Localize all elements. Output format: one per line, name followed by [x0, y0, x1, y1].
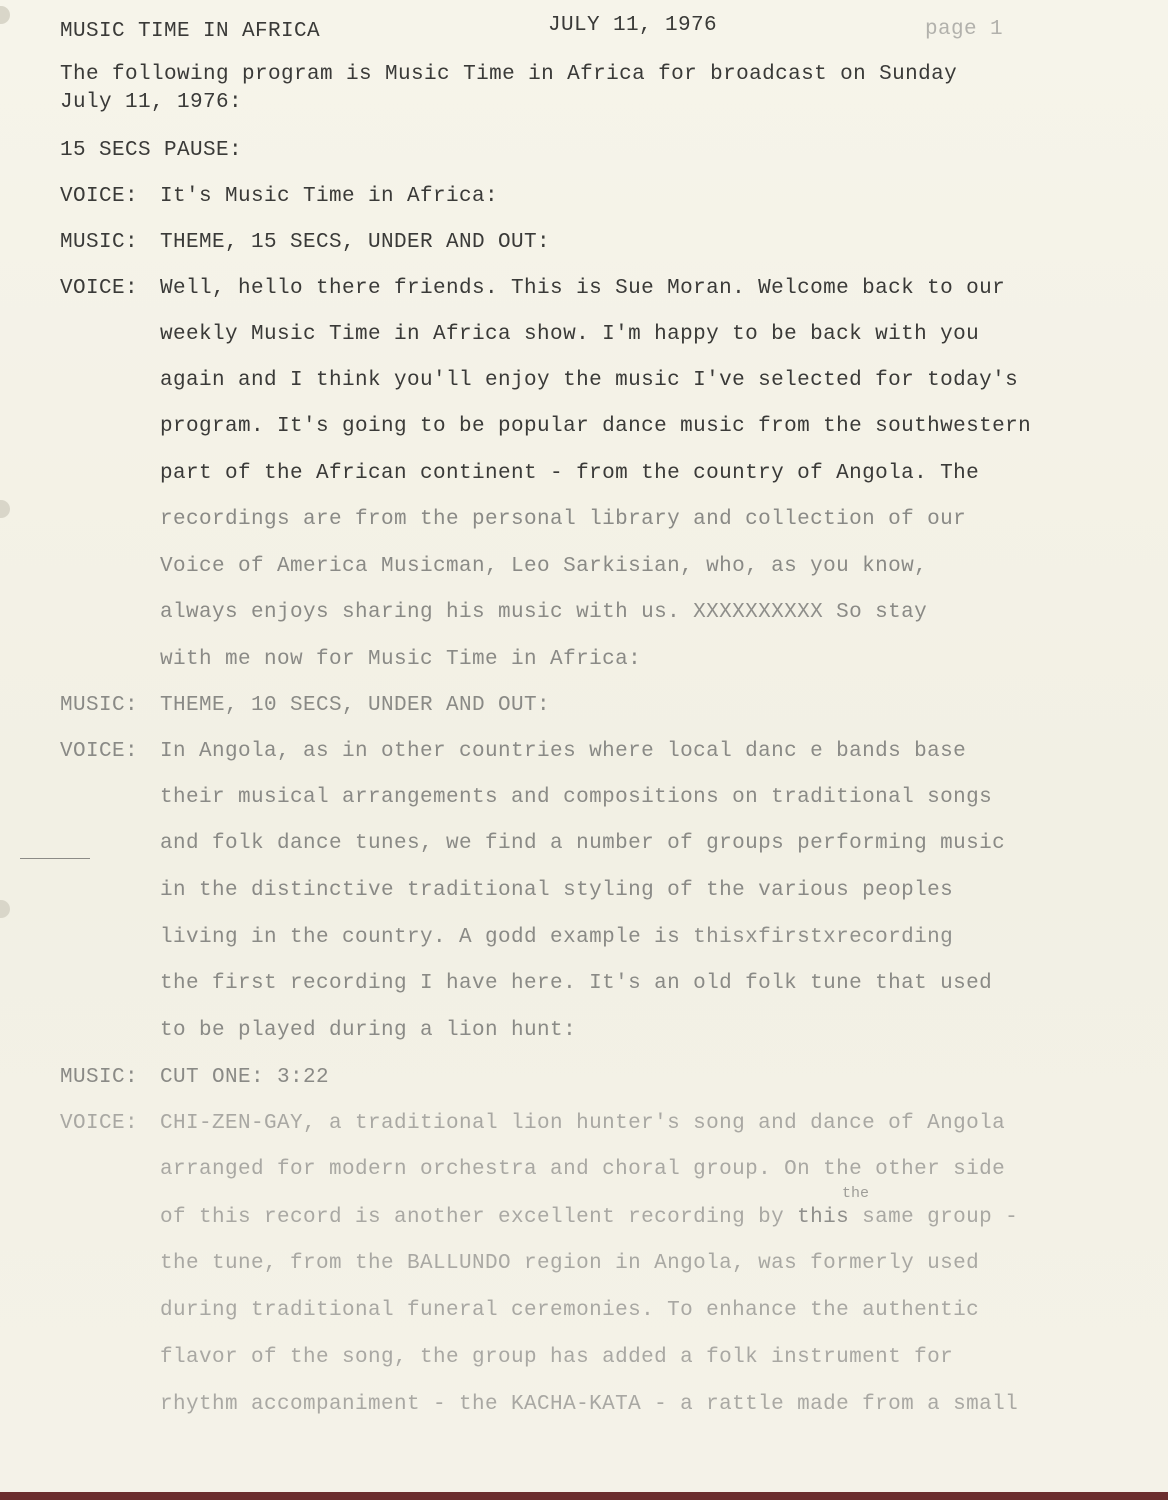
- voice-text: Well, hello there friends. This is Sue Moran. Welcome back to our: [160, 277, 1006, 300]
- punch-hole: [0, 500, 10, 518]
- cue-tag: VOICE:: [60, 185, 139, 208]
- header-date: JULY 11, 1976: [548, 14, 718, 37]
- voice-block-1-line-8: [160, 601, 927, 625]
- voice-text: living in the country. A godd example is: [160, 926, 681, 949]
- handwritten-overtype: the: [842, 1185, 870, 1202]
- voice-block-1-line-1: [60, 277, 1005, 301]
- cue-text: It's Music Time in Africa:: [160, 185, 499, 208]
- voice-block-2-line-5: [160, 926, 953, 950]
- voice-block-2-line-2: their musical arrangements and compositions on traditional songs: [160, 786, 993, 809]
- voice-block-1-line-4: program. It's going to be popular dance music from the southwestern: [160, 415, 1032, 438]
- punch-hole: [0, 900, 10, 918]
- cue-tag: MUSIC:: [60, 694, 139, 717]
- music-cue-2: [60, 694, 550, 718]
- cue-tag: MUSIC:: [60, 1066, 139, 1089]
- header-page-number: page 1: [925, 18, 1004, 41]
- voice-block-3-line-6: flavor of the song, the group has added a folk instrument for: [160, 1346, 954, 1369]
- intro-line-1: The following program is Music Time in Africa for broadcast on Sunday: [60, 63, 958, 86]
- page-bottom-edge: [0, 1492, 1168, 1500]
- struck-out-text: thisxfirstxrecording: [693, 926, 954, 949]
- voice-block-3-line-5: during traditional funeral ceremonies. To enhance the authentic: [160, 1299, 980, 1322]
- voice-block-2-line-7: to be played during a lion hunt:: [160, 1019, 577, 1042]
- struck-out-text: this: [797, 1206, 850, 1229]
- voice-block-3-line-4: the tune, from the BALLUNDO region in Angola, was formerly used: [160, 1252, 980, 1275]
- cue-tag: VOICE:: [60, 277, 139, 300]
- music-cue-3: [60, 1066, 329, 1090]
- music-cue-1: [60, 231, 550, 255]
- cue-tag: VOICE:: [60, 1112, 139, 1135]
- voice-text: In Angola, as in other countries where local danc e bands base: [160, 740, 967, 763]
- voice-block-2-line-1: [60, 740, 966, 764]
- paper-crease: [20, 858, 90, 859]
- cue-text: THEME, 10 SECS, UNDER AND OUT:: [160, 694, 551, 717]
- header-title: MUSIC TIME IN AFRICA: [60, 20, 321, 43]
- voice-block-1-line-7: Voice of America Musicman, Leo Sarkisian, who, as you know,: [160, 555, 928, 578]
- cue-tag: VOICE:: [60, 740, 139, 763]
- voice-block-3-line-1: [60, 1112, 1005, 1136]
- voice-block-2-line-6: the first recording I have here. It's an old folk tune that used: [160, 972, 993, 995]
- voice-block-1-line-3: again and I think you'll enjoy the music I've selected for today's: [160, 369, 1019, 392]
- voice-block-3-line-7: rhythm accompaniment - the KACHA-KATA - a rattle made from a small: [160, 1393, 1019, 1416]
- voice-text: always enjoys sharing his music with us.: [160, 601, 681, 624]
- cue-text: THEME, 15 SECS, UNDER AND OUT:: [160, 231, 551, 254]
- voice-text: CHI-ZEN-GAY, a traditional lion hunter's song and dance of Angola: [160, 1112, 1006, 1135]
- struck-out-text: XXXXXXXXXX: [693, 601, 824, 624]
- voice-block-2-line-3: and folk dance tunes, we find a number of groups performing music: [160, 832, 1006, 855]
- voice-block-1-line-9: with me now for Music Time in Africa:: [160, 648, 642, 671]
- voice-block-1-line-6: recordings are from the personal library and collection of our: [160, 508, 967, 531]
- punch-hole: [0, 6, 10, 24]
- cue-tag: MUSIC:: [60, 231, 139, 254]
- voice-block-1-line-5: part of the African continent - from the country of Angola. The: [160, 462, 980, 485]
- voice-block-3-line-2: arranged for modern orchestra and choral group. On the other side: [160, 1158, 1006, 1181]
- voice-cue-1: [60, 185, 498, 209]
- voice-text: same group -: [862, 1206, 1019, 1229]
- cue-text: CUT ONE: 3:22: [160, 1066, 330, 1089]
- intro-line-2: July 11, 1976:: [60, 91, 243, 114]
- voice-text: of this record is another excellent recording by: [160, 1206, 785, 1229]
- pause-cue: 15 SECS PAUSE:: [60, 139, 243, 162]
- voice-block-1-line-2: weekly Music Time in Africa show. I'm happy to be back with you: [160, 323, 980, 346]
- voice-block-3-line-3: [160, 1206, 1018, 1230]
- voice-text: So stay: [836, 601, 928, 624]
- voice-block-2-line-4: in the distinctive traditional styling of the various peoples: [160, 879, 954, 902]
